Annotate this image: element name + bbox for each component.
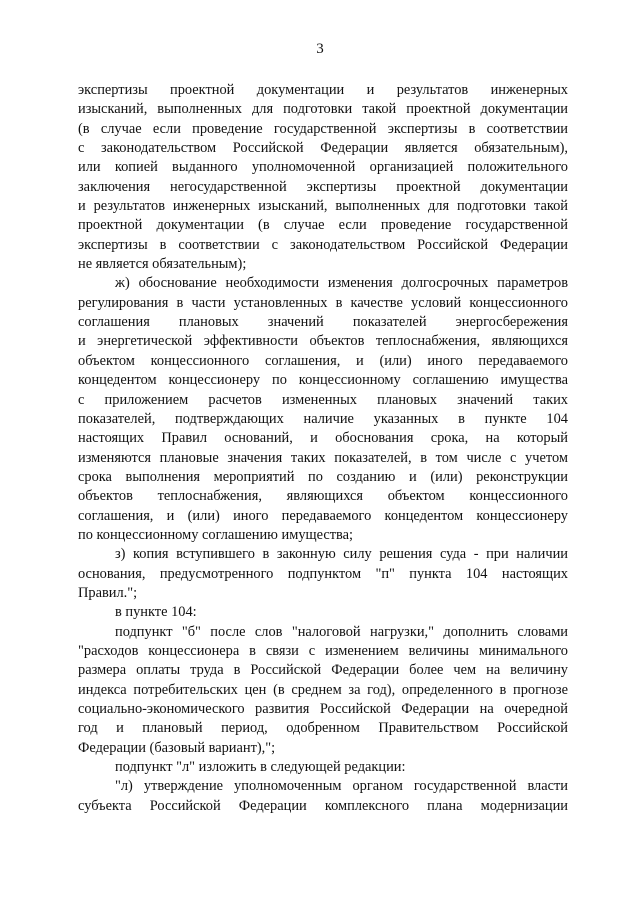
- text-line: субъекта Российской Федерации комплексного плана модернизации: [78, 797, 568, 814]
- text-line: год и плановый период, одобренном Правительством Российской: [78, 720, 568, 737]
- text-line: или копией выданного уполномоченной организацией положительного: [78, 159, 568, 176]
- text-line: (в случае если проведение государственной экспертизы в соответствии: [78, 120, 568, 137]
- text-line: Федерации (базовый вариант),";: [78, 739, 276, 756]
- text-line: показателей, подтверждающих наличие указанных в пункте 104: [78, 410, 568, 427]
- text-line: срока выполнения мероприятий по созданию и (или) реконструкции: [78, 468, 568, 485]
- text-line: изысканий, выполненных для подготовки такой проектной документации: [78, 101, 568, 118]
- text-line: соглашения плановых значений показателей энергосбережения: [78, 314, 568, 331]
- text-line: проектной документации (в случае если проведение государственной: [78, 217, 568, 234]
- text-line: ж) обоснование необходимости изменения долгосрочных параметров: [115, 275, 568, 292]
- text-line: основания, предусмотренного подпунктом "п" пункта 104 настоящих: [78, 565, 568, 582]
- text-line: в пункте 104:: [115, 604, 197, 621]
- text-line: и результатов инженерных изысканий, выполненных для подготовки такой: [78, 198, 568, 215]
- text-line: с приложением расчетов измененных плановых значений таких: [78, 391, 568, 408]
- text-line: з) копия вступившего в законную силу решения суда - при наличии: [115, 546, 568, 563]
- text-line: индекса потребительских цен (в среднем за год), определенного в прогнозе: [78, 681, 568, 698]
- page-number: 3: [316, 41, 324, 57]
- text-line: настоящих Правил оснований, и обоснования срока, на который: [78, 430, 568, 447]
- text-line: не является обязательным);: [78, 256, 247, 273]
- document-body: [78, 81, 568, 816]
- text-line: с законодательством Российской Федерации является обязательным),: [78, 140, 568, 157]
- text-line: социально-экономического развития Российской Федерации на очередной: [78, 701, 568, 717]
- text-line: изменяются плановые значения таких показателей, в том числе с учетом: [78, 449, 568, 466]
- text-line: и энергетической эффективности объектов теплоснабжения, являющихся: [78, 333, 568, 350]
- text-line: размера оплаты труда в Российской Федерации более чем на величину: [78, 662, 568, 679]
- text-line: "л) утверждение уполномоченным органом государственной власти: [115, 778, 568, 795]
- text-line: Правил.";: [78, 584, 138, 601]
- text-line: по концессионному соглашению имущества;: [78, 526, 354, 543]
- text-line: заключения негосударственной экспертизы проектной документации: [78, 178, 568, 195]
- text-line: подпункт "л" изложить в следующей редакции:: [115, 759, 406, 776]
- text-line: экспертизы проектной документации и результатов инженерных: [78, 82, 568, 98]
- text-line: объектом концессионного соглашения, и (или) иного передаваемого: [78, 352, 568, 369]
- text-line: концедентом концессионеру по концессионному соглашению имущества: [78, 372, 568, 389]
- text-line: соглашения, и (или) иного передаваемого концедентом концессионеру: [78, 507, 568, 524]
- text-line: подпункт "б" после слов "налоговой нагрузки," дополнить словами: [115, 623, 568, 640]
- text-line: экспертизы в соответствии с законодательством Российской Федерации: [78, 236, 568, 253]
- text-line: "расходов концессионера в связи с изменением величины минимального: [78, 642, 568, 659]
- text-line: объектов теплоснабжения, являющихся объектом концессионного: [78, 488, 568, 505]
- text-line: регулирования в части установленных в качестве условий концессионного: [78, 294, 568, 311]
